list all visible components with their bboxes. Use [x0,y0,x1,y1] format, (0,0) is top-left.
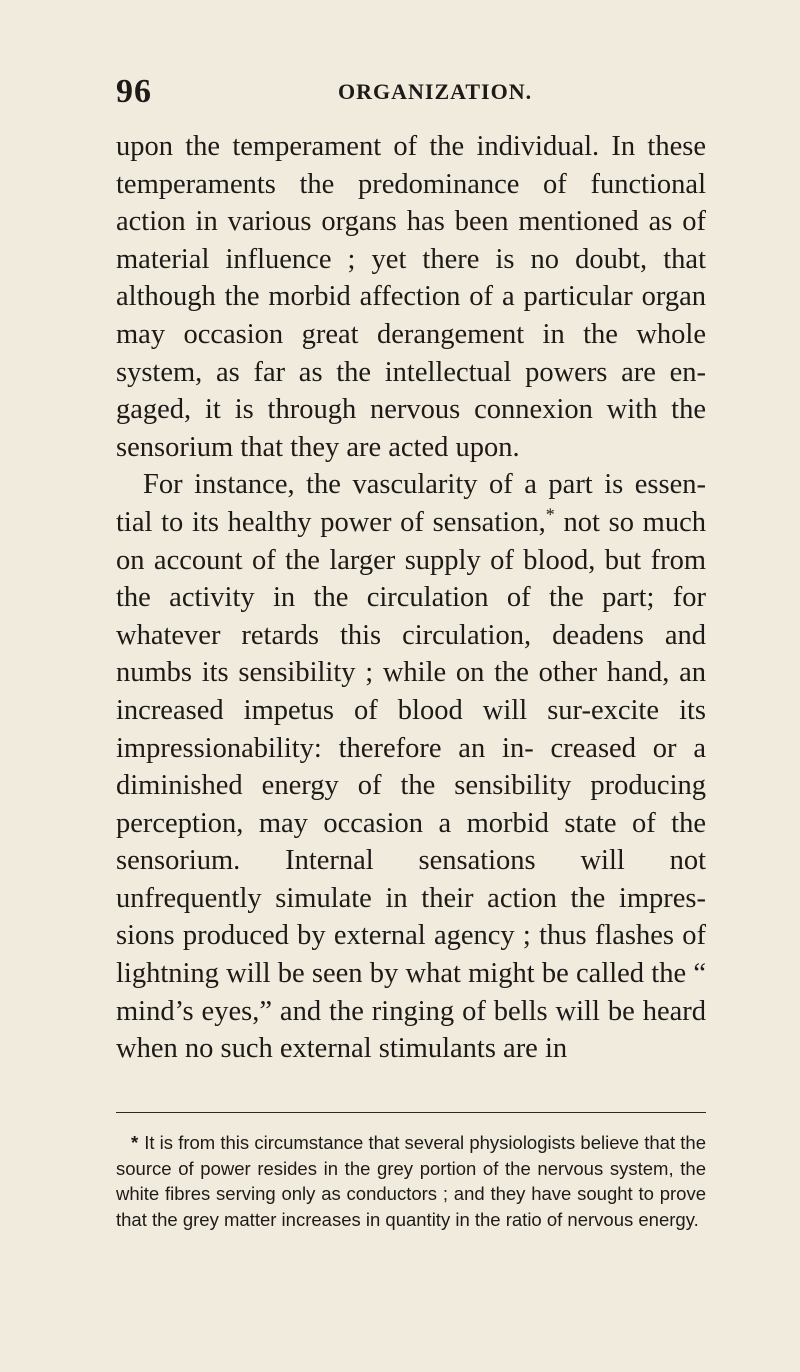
footnote [116,1130,706,1232]
footnote-text: It is from this circumstance that several physiologists believe that the source of power resides in the grey portion of the nervous system, the white fibres serving only as conductors ; and they have sought to prove that the grey matter increases in quantity in the ratio of nervous energy. [116,1132,706,1230]
paragraph-text: For instance, the vascularity of a part is essen- tial to its healthy power of sensation, [116,469,706,538]
body-text [116,128,706,1068]
page-number: 96 [116,73,152,110]
paragraph: upon the temperament of the individual. In these temperaments the predominance of functional action in various organs has been mentioned as of material influence ; yet there is no doubt, that although the morbid affection of a particular organ may occasion great derangement in the whole system, as far as the intellectual powers are en- gaged, it is through nervous connexion with the sensorium that they are acted upon. [116,131,706,463]
page-header-title: ORGANIZATION. [338,79,533,104]
running-head [116,72,706,112]
footnote-reference: * [545,504,555,525]
footnote-mark: * [131,1132,139,1153]
paragraph-text: not so much on account of the larger supply of blood, but from the activity in the circulation of the part; for whatever retards this circulation, deadens and numbs its sensibility ; while on the other hand, an increased impetus of blood will sur-excite its impressionability: therefore an in- creased or a diminished energy of the sensibility producing perception, may occasion a morbid state of the sensorium. Internal sensations will not unfrequently simulate in their action the impres- sions produced by external agency ; thus flashes of lightning will be seen by what might be called the “ mind’s eyes,” and the ringing of bells will be heard when no such external stimulants are in [116,506,706,1065]
paragraph [116,466,706,1068]
footnote-divider [116,1112,706,1113]
